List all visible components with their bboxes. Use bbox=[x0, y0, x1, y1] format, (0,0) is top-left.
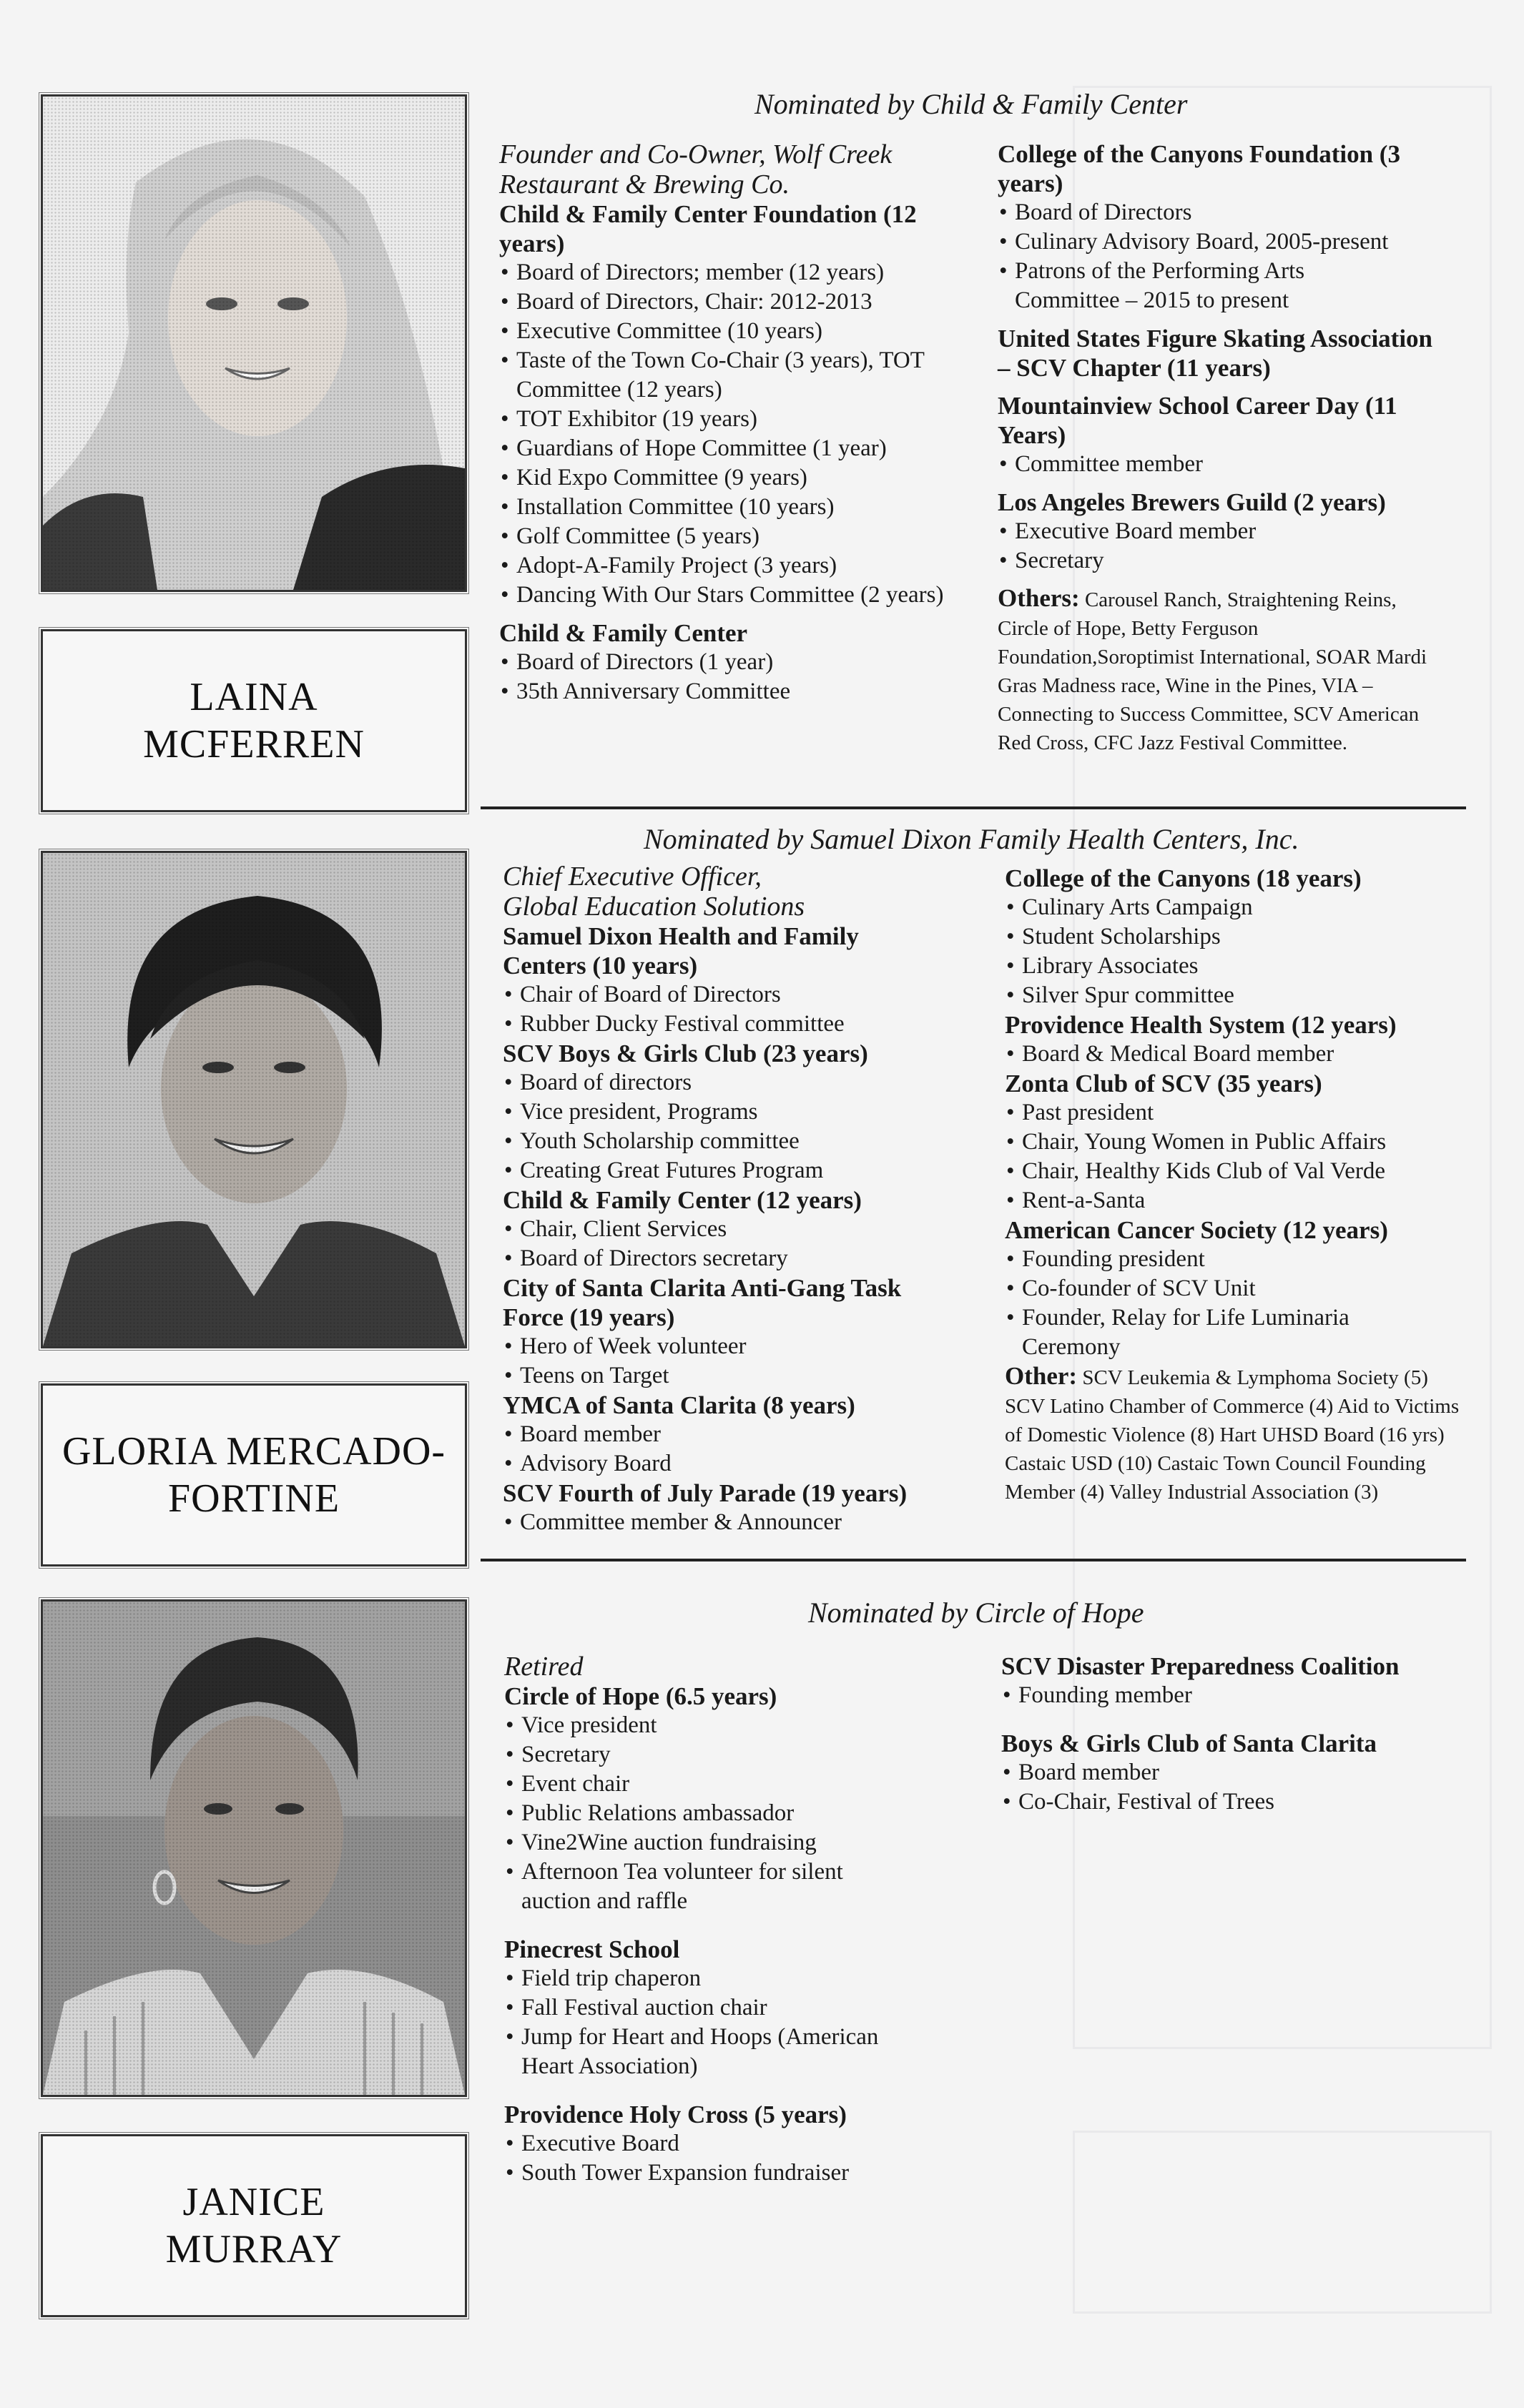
role-item: • Secretary bbox=[504, 1740, 990, 1770]
role-list bbox=[503, 1508, 989, 1537]
org-heading: College of the Canyons Foundation (3 years) bbox=[998, 140, 1400, 197]
nominee-name-box bbox=[41, 2134, 467, 2317]
role-item: • Executive Board member bbox=[998, 517, 1462, 546]
role-item: • Patrons of the Performing Arts Committee – 2015 to present bbox=[998, 257, 1372, 315]
org-heading: College of the Canyons (18 years) bbox=[1005, 864, 1362, 892]
role-item: • Board member bbox=[1001, 1758, 1473, 1787]
role-list bbox=[503, 1420, 989, 1479]
role-list bbox=[503, 980, 989, 1039]
role-item: • Board of Directors bbox=[998, 198, 1462, 227]
role-item: • Board of Directors; member (12 years) bbox=[499, 258, 985, 287]
section-divider bbox=[481, 1559, 1466, 1561]
role-item: • TOT Exhibitor (19 years) bbox=[499, 405, 985, 434]
nominated-by: Nominated by Child & Family Center bbox=[754, 88, 1188, 120]
portrait-photo-janice bbox=[41, 1599, 467, 2097]
role-item: • Jump for Heart and Hoops (American Heart Association) bbox=[504, 2023, 908, 2081]
role-list bbox=[1001, 1681, 1473, 1710]
role-item: • Culinary Advisory Board, 2005-present bbox=[998, 227, 1462, 257]
org-heading: Circle of Hope (6.5 years) bbox=[504, 1682, 777, 1710]
role-item: • South Tower Expansion fundraiser bbox=[504, 2158, 990, 2188]
role-item: • Committee member & Announcer bbox=[503, 1508, 989, 1537]
nominated-by: Nominated by Circle of Hope bbox=[808, 1597, 1144, 1629]
nominee-name-line-2: MCFERREN bbox=[143, 722, 365, 766]
role-list bbox=[1005, 1245, 1470, 1362]
nominated-by: Nominated by Samuel Dixon Family Health Centers, Inc. bbox=[644, 823, 1299, 855]
job-title bbox=[503, 862, 989, 922]
org-heading: American Cancer Society (12 years) bbox=[1005, 1216, 1388, 1244]
role-item: • Teens on Target bbox=[503, 1361, 989, 1391]
role-item: • Board of Directors, Chair: 2012-2013 bbox=[499, 287, 985, 317]
org-heading: Providence Health System (12 years) bbox=[1005, 1011, 1397, 1039]
role-item: • Youth Scholarship committee bbox=[503, 1127, 989, 1156]
role-item: • Board & Medical Board member bbox=[1005, 1040, 1470, 1069]
left-column bbox=[504, 1652, 990, 2188]
role-item: • Vice president, Programs bbox=[503, 1097, 989, 1127]
role-item: • Founding member bbox=[1001, 1681, 1473, 1710]
role-list bbox=[998, 198, 1462, 315]
nominee-name-box bbox=[41, 1383, 467, 1566]
org-heading: City of Santa Clarita Anti-Gang Task Force (19 years) bbox=[503, 1274, 902, 1331]
portrait-photo-icon bbox=[43, 853, 465, 1346]
role-list bbox=[1005, 1098, 1470, 1215]
portrait-photo-gloria bbox=[41, 851, 467, 1348]
role-item: • Past president bbox=[1005, 1098, 1470, 1127]
portrait-photo-laina bbox=[41, 94, 467, 592]
role-item: • Creating Great Futures Program bbox=[503, 1156, 989, 1185]
role-item: • Silver Spur committee bbox=[1005, 981, 1470, 1010]
role-item: • Culinary Arts Campaign bbox=[1005, 893, 1470, 922]
section-divider bbox=[481, 806, 1466, 809]
role-item: • Rent-a-Santa bbox=[1005, 1186, 1470, 1215]
role-item: • Adopt-A-Family Project (3 years) bbox=[499, 551, 985, 581]
nominee-name-line-1: LAINA bbox=[190, 675, 318, 719]
org-heading: Child & Family Center bbox=[499, 619, 748, 647]
job-title-line: Retired bbox=[504, 1652, 584, 1682]
nominee-name-line-2: MURRAY bbox=[165, 2227, 343, 2271]
role-item: • Hero of Week volunteer bbox=[503, 1332, 989, 1361]
org-heading: Boys & Girls Club of Santa Clarita bbox=[1001, 1729, 1377, 1757]
role-list bbox=[504, 1711, 990, 1916]
others-list bbox=[998, 584, 1434, 757]
org-heading: SCV Fourth of July Parade (19 years) bbox=[503, 1479, 908, 1507]
others-text: SCV Leukemia & Lymphoma Society (5) SCV Latino Chamber of Commerce (4) Aid to Victims of Domestic Violence (8) Hart UHSD Board (16 yrs) Castaic USD (10) Castaic Town Council Founding Member (4) Valley Industrial Association (3) bbox=[1005, 1366, 1460, 1504]
role-item: • Dancing With Our Stars Committee (2 years) bbox=[499, 581, 945, 610]
role-list bbox=[503, 1068, 989, 1185]
org-heading: Child & Family Center (12 years) bbox=[503, 1186, 862, 1214]
org-heading: SCV Disaster Preparedness Coalition bbox=[1001, 1652, 1400, 1680]
role-item: • Event chair bbox=[504, 1770, 990, 1799]
role-item: • Board of directors bbox=[503, 1068, 989, 1097]
role-item: • Rubber Ducky Festival committee bbox=[503, 1010, 989, 1039]
role-item: • Fall Festival auction chair bbox=[504, 1993, 990, 2023]
role-item: • Installation Committee (10 years) bbox=[499, 493, 985, 522]
org-heading: Zonta Club of SCV (35 years) bbox=[1005, 1070, 1322, 1097]
role-item: • Chair, Healthy Kids Club of Val Verde bbox=[1005, 1157, 1470, 1186]
left-column bbox=[503, 862, 989, 1537]
nominee-name-box bbox=[41, 629, 467, 812]
role-item: • Student Scholarships bbox=[1005, 922, 1470, 952]
job-title bbox=[499, 139, 985, 199]
role-item: • Taste of the Town Co-Chair (3 years), TOT Committee (12 years) bbox=[499, 346, 945, 405]
role-item: • Secretary bbox=[998, 546, 1462, 576]
job-title-line: Founder and Co-Owner, Wolf Creek bbox=[499, 139, 893, 169]
org-heading: SCV Boys & Girls Club (23 years) bbox=[503, 1040, 868, 1067]
org-heading: Providence Holy Cross (5 years) bbox=[504, 2101, 847, 2128]
org-heading: Child & Family Center Foundation (12 years) bbox=[499, 200, 917, 257]
org-heading: Pinecrest School bbox=[504, 1935, 680, 1963]
nominee-name-line-1: JANICE bbox=[182, 2180, 325, 2224]
role-item: • Guardians of Hope Committee (1 year) bbox=[499, 434, 985, 463]
role-list bbox=[998, 450, 1462, 479]
role-item: • Vice president bbox=[504, 1711, 990, 1740]
role-item: • Chair, Young Women in Public Affairs bbox=[1005, 1127, 1470, 1157]
org-heading: Los Angeles Brewers Guild (2 years) bbox=[998, 488, 1386, 516]
others-label: Other: bbox=[1005, 1362, 1078, 1390]
role-list bbox=[499, 648, 985, 706]
org-heading: YMCA of Santa Clarita (8 years) bbox=[503, 1391, 855, 1419]
role-item: • Chair of Board of Directors bbox=[503, 980, 989, 1010]
role-item: • Kid Expo Committee (9 years) bbox=[499, 463, 985, 493]
role-item: • Founding president bbox=[1005, 1245, 1470, 1274]
role-item: • Board member bbox=[503, 1420, 989, 1449]
others-text: Carousel Ranch, Straightening Reins, Circle of Hope, Betty Ferguson Foundation,Soroptimist International, SOAR Mardi Gras Madness race, Wine in the Pines, VIA – Connecting to Success Committee, SCV American Red Cross, CFC Jazz Festival Committee. bbox=[998, 588, 1427, 754]
right-column bbox=[998, 139, 1462, 757]
role-item: • Vine2Wine auction fundraising bbox=[504, 1828, 990, 1857]
others-list bbox=[1005, 1362, 1462, 1506]
right-column bbox=[1005, 864, 1470, 1506]
role-list bbox=[1005, 1040, 1470, 1069]
job-title-line: Chief Executive Officer, bbox=[503, 862, 762, 892]
role-item: • Committee member bbox=[998, 450, 1462, 479]
role-item: • Public Relations ambassador bbox=[504, 1799, 990, 1828]
nominee-name-line-2: FORTINE bbox=[167, 1476, 340, 1521]
bleed-through-name-box bbox=[1073, 2131, 1492, 2314]
role-item: • 35th Anniversary Committee bbox=[499, 677, 985, 706]
role-list bbox=[504, 2129, 990, 2188]
role-item: • Advisory Board bbox=[503, 1449, 989, 1479]
role-list bbox=[998, 517, 1462, 576]
org-heading: Mountainview School Career Day (11 Years) bbox=[998, 392, 1397, 449]
portrait-photo-icon bbox=[43, 97, 465, 590]
org-heading: Samuel Dixon Health and Family Centers (10 years) bbox=[503, 922, 859, 980]
role-item: • Board of Directors (1 year) bbox=[499, 648, 985, 677]
left-column bbox=[499, 139, 985, 706]
org-heading: United States Figure Skating Association – SCV Chapter (11 years) bbox=[998, 325, 1433, 382]
role-item: • Co-Chair, Festival of Trees bbox=[1001, 1787, 1473, 1817]
role-item: • Executive Committee (10 years) bbox=[499, 317, 985, 346]
role-item: • Board of Directors secretary bbox=[503, 1244, 989, 1273]
job-title-line: Global Education Solutions bbox=[503, 892, 805, 922]
role-item: • Afternoon Tea volunteer for silent auction and raffle bbox=[504, 1857, 879, 1916]
role-list bbox=[503, 1215, 989, 1273]
job-title bbox=[504, 1652, 990, 1682]
job-title-line: Restaurant & Brewing Co. bbox=[499, 169, 790, 199]
role-item: • Library Associates bbox=[1005, 952, 1470, 981]
portrait-photo-icon bbox=[43, 1602, 465, 2095]
role-list bbox=[499, 258, 985, 610]
role-item: • Executive Board bbox=[504, 2129, 990, 2158]
nominee-name-line-1: GLORIA MERCADO- bbox=[62, 1429, 446, 1474]
role-item: • Chair, Client Services bbox=[503, 1215, 989, 1244]
role-item: • Founder, Relay for Life Luminaria Ceremony bbox=[1005, 1303, 1422, 1362]
role-list bbox=[504, 1964, 990, 2081]
role-list bbox=[1005, 893, 1470, 1010]
role-list bbox=[1001, 1758, 1473, 1817]
role-list bbox=[503, 1332, 989, 1391]
others-label: Others: bbox=[998, 584, 1080, 612]
role-item: • Golf Committee (5 years) bbox=[499, 522, 985, 551]
right-column bbox=[1001, 1652, 1473, 1817]
role-item: • Co-founder of SCV Unit bbox=[1005, 1274, 1470, 1303]
role-item: • Field trip chaperon bbox=[504, 1964, 990, 1993]
